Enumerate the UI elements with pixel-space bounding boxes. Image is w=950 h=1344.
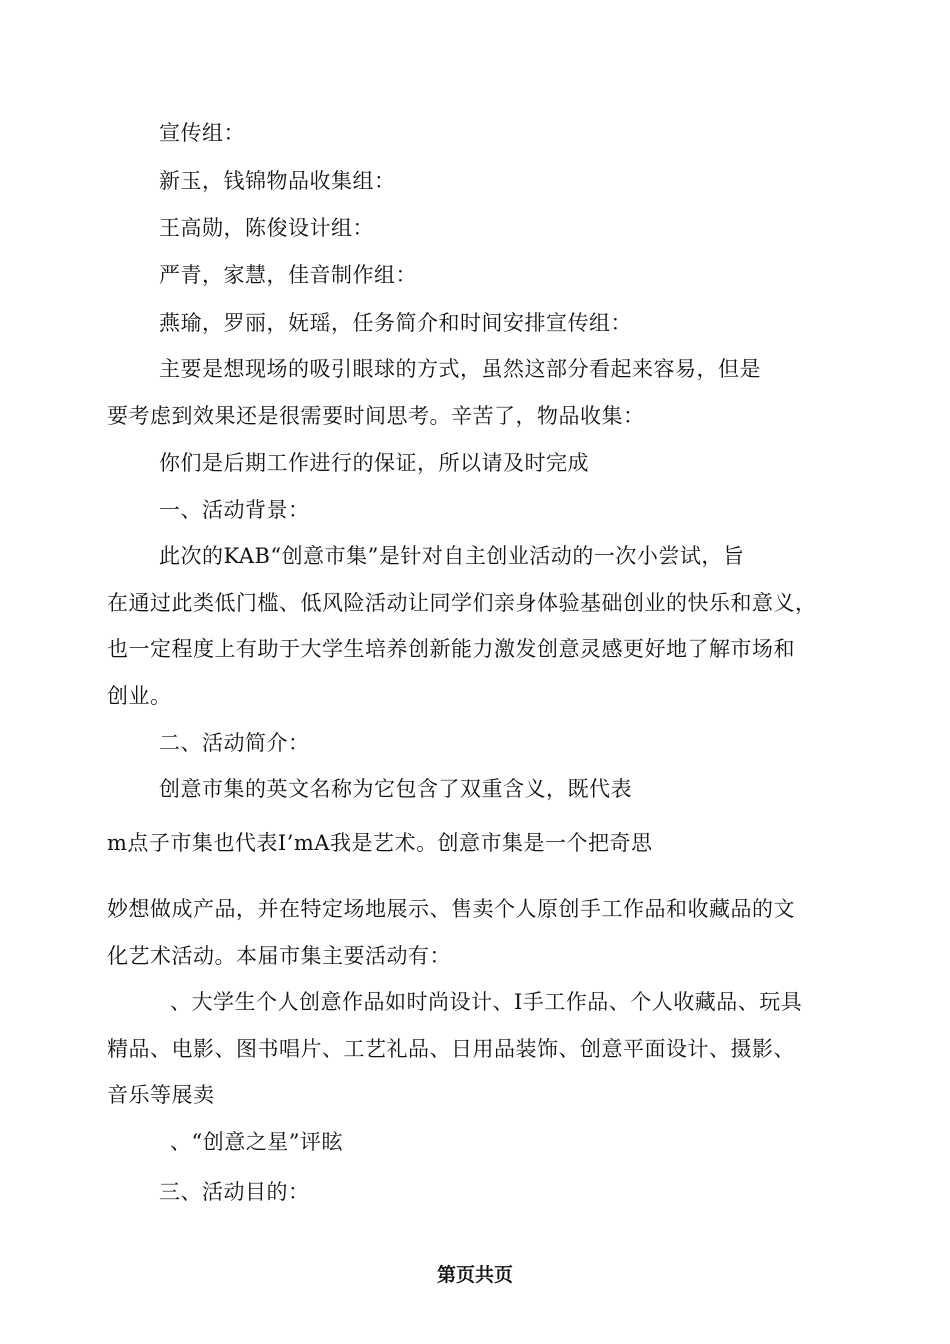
text-line: 此次的KAB“创意市集”是针对自主创业活动的一次小尝试，旨 bbox=[159, 544, 745, 568]
text-line: 也一定程度上有助于大学生培养创新能力激发创意灵感更好地了解市场和 bbox=[107, 637, 795, 661]
section-heading: 一、活动背景： bbox=[159, 498, 310, 522]
page-footer: 第页共页 bbox=[436, 1264, 513, 1286]
list-item: 、“创意之星”评眩 bbox=[170, 1130, 343, 1154]
text-line: 音乐等展卖 bbox=[107, 1083, 215, 1107]
section-heading: 三、活动目的： bbox=[159, 1180, 310, 1204]
text-line: 宣传组： bbox=[159, 121, 245, 145]
text-line: 严青，家慧，佳音制作组： bbox=[159, 263, 417, 287]
text-line: 精品、电影、图书唱片、工艺礼品、日用品装饰、创意平面设计、摄影、 bbox=[107, 1037, 795, 1061]
text-line: 创意市集的英文名称为它包含了双重含义，既代表 bbox=[159, 777, 632, 801]
text-line: 新玉，钱锦物品收集组： bbox=[159, 169, 396, 193]
text-line: 主要是想现场的吸引眼球的方式，虽然这部分看起来容易，但是 bbox=[159, 357, 761, 381]
text-line: 化艺术活动。本届市集主要活动有： bbox=[107, 944, 451, 968]
list-item: 、大学生个人创意作品如时尚设计、I手工作品、个人收藏品、玩具 bbox=[170, 990, 803, 1014]
text-line: m点子市集也代表I’mA我是艺术。创意市集是一个把奇思 bbox=[107, 831, 653, 855]
text-line: 王高勋，陈俊设计组： bbox=[159, 216, 374, 240]
text-line: 创业。 bbox=[107, 684, 172, 708]
text-line: 你们是后期工作进行的保证，所以请及时完成 bbox=[159, 451, 589, 475]
text-line: 要考虑到效果还是很需要时间思考。辛苦了，物品收集： bbox=[107, 404, 645, 428]
text-line: 燕瑜，罗丽，妩瑶，任务简介和时间安排宣传组： bbox=[159, 311, 632, 335]
text-line: 在通过此类低门槛、低风险活动让同学们亲身体验基础创业的快乐和意义， bbox=[107, 591, 817, 615]
text-line: 妙想做成产品，并在特定场地展示、售卖个人原创手工作品和收藏品的文 bbox=[107, 897, 795, 921]
section-heading: 二、活动简介： bbox=[159, 731, 310, 755]
